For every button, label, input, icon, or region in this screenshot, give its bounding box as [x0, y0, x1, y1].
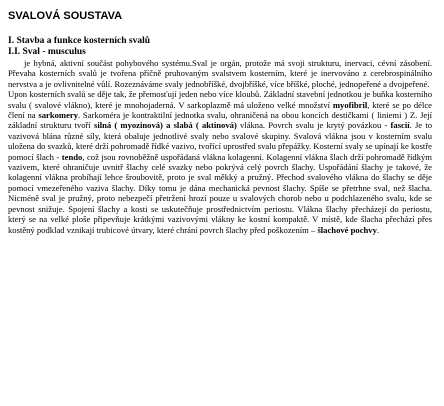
p2-text-e: vlákna. Povrch svalu je krytý povázkou - — [236, 120, 391, 131]
p2-text-f: . Je to vazivová blána různé síly, která obaluje jednotlivé svaly nebo svalové skupiny. Svalová vlákna jsou v kosterním svalu uložena do svazků, které drží pohromadě řídké vazivo, tvořící uprostřed svalu přepážky. Kosterní svaly se upínají ke kostře pomocí šlach - — [8, 120, 433, 162]
term-slachove-pochvy: šlachové pochvy — [317, 224, 377, 235]
p2-text-d: . Sarkoméra je kontraktilní jednotka svalu, ohraničená na obou koncích destičkami ( liniemi ) Z. Její základní strukturu tvoří — [8, 110, 433, 131]
body-text — [8, 58, 432, 235]
p2-text-h: . — [376, 224, 380, 235]
document-title: SVALOVÁ SOUSTAVA — [8, 10, 123, 22]
subsection-heading: I.I. Sval - musculus — [8, 47, 86, 57]
p2-text-c: , které se po délce člení na — [8, 99, 432, 121]
term-tendo: tendo — [61, 151, 83, 162]
term-myofibril: myofibril — [332, 99, 368, 110]
term-sarkomery: sarkomery — [38, 110, 78, 121]
term-fascie: fascií — [390, 120, 410, 131]
p2-text-a: Upon kosterních svalů se děje tak, že přemosťují jeden nebo více kloubů. Základní stavební jednotkou je buňka kosterního svalu ( svalové vlákno), které je mnohojaderná. V sarkoplazmě má uloženo velké množství — [8, 89, 432, 110]
p2-text-g: , což jsou rovnoběžně uspořádaná vlákna kolagenní. Kolagenní vlákna šlach drží pohromadě řídkým vazivem, které ohraničuje uvnitř šlachy celé svazky nebo pokrývá celý povrch šlachy. Uspořádání šlachy je takové, že kolagenní vlákna probíhají lehce šroubovitě, proto je sval měkký a pružný. Přechod svalového vlákna do šlachy se děje pomocí vmezeřeného vaziva šlachy. Díky tomu je dána mechanická pevnost šlachy. Spíše se přetrhne sval, než šlacha. Nicméně sval je pružný, proto nebezpečí přetržení hrozí pouze u svalových chorob nebo u podchlazeného svalu, kde se pevnost snižuje. Spojení šlachy a kosti se uskutečňuje prostřednictvím periostu. Vlákna šlachy přecházejí do periostu, který se na velké ploše připevňuje krátkými vazivovými vlákny ke kostní kompaktě. V místě, kde šlacha přechází přes kostěný podklad vznikají trubicové útvary, které chrání povrch šlachy před poškozením – — [8, 151, 432, 235]
paragraph-2 — [8, 89, 432, 235]
paragraph-1: je hybná, aktivní součást pohybového systému.Sval je orgán, protože má svoji strukturu, inervaci, cévní zásobení. Převaha kosterních svalů je tvořena příčně pruhovaným svalstvem kosterním, které je inervováno z cerebrospinálního nervstva a je ovlivnitelné vůlí. Rozeznáváme svaly jednobříšké, dvojbříšké, více bříšké, ploché, jednopeřené a dvojpeřené. — [8, 58, 432, 89]
term-vlakna: silná ( myozinová) a slabá ( aktinová) — [93, 120, 237, 131]
section-heading: I. Stavba a funkce kosterních svalů — [8, 36, 150, 46]
